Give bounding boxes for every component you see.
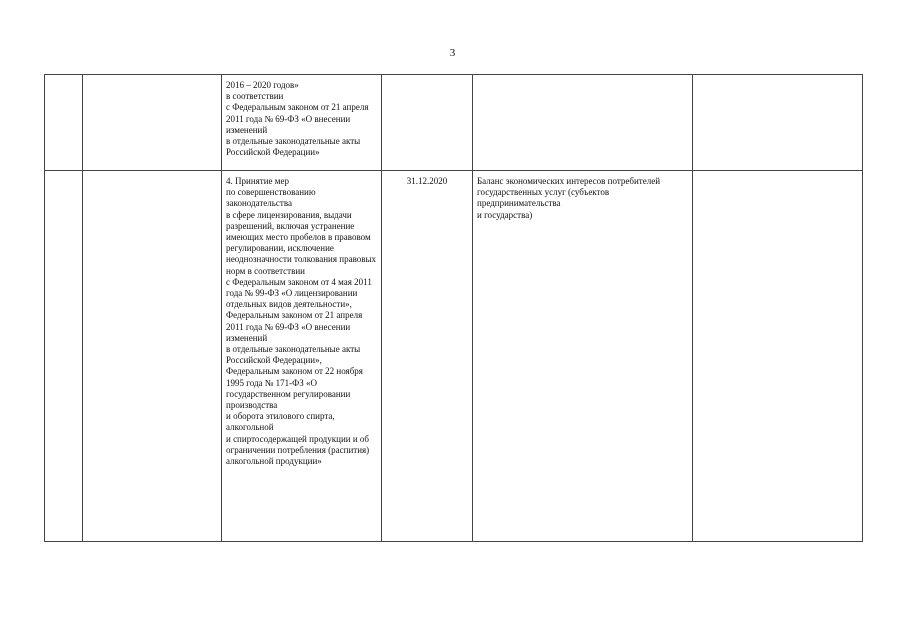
table-cell-task	[83, 171, 222, 542]
table-cell-measure: 2016 – 2020 годов» в соответствии с Федеральным законом от 21 апреля 2011 года № 69-ФЗ «О внесении изменений в отдельные законодательные акты Российской Федерации»	[222, 75, 382, 171]
table-cell-result: Баланс экономических интересов потребителей государственных услуг (субъектов предпринимательства и государства)	[473, 171, 693, 542]
table-row	[45, 171, 863, 542]
table-cell-deadline	[382, 75, 473, 171]
table-cell-deadline: 31.12.2020	[382, 171, 473, 542]
table-cell-result	[473, 75, 693, 171]
table-cell-number	[45, 75, 83, 171]
table-cell-responsible	[693, 171, 863, 542]
table-row	[45, 75, 863, 171]
measures-table	[44, 74, 863, 542]
table-cell-measure: 4. Принятие мер по совершенствованию законодательства в сфере лицензирования, выдачи разрешений, включая устранение имеющих место пробелов в правовом регулировании, исключение неоднозначности толкования правовых норм в соответствии с Федеральным законом от 4 мая 2011 года № 99-ФЗ «О лицензировании отдельных видов деятельности», Федеральным законом от 21 апреля 2011 года № 69-ФЗ «О внесении изменений в отдельные законодательные акты Российской Федерации», Федеральным законом от 22 ноября 1995 года № 171-ФЗ «О государственном регулировании производства и оборота этилового спирта, алкогольной и спиртосодержащей продукции и об ограничении потребления (распития) алкогольной продукции»	[222, 171, 382, 542]
table-cell-responsible	[693, 75, 863, 171]
table-cell-task	[83, 75, 222, 171]
table-cell-number	[45, 171, 83, 542]
page-number: 3	[449, 47, 456, 59]
